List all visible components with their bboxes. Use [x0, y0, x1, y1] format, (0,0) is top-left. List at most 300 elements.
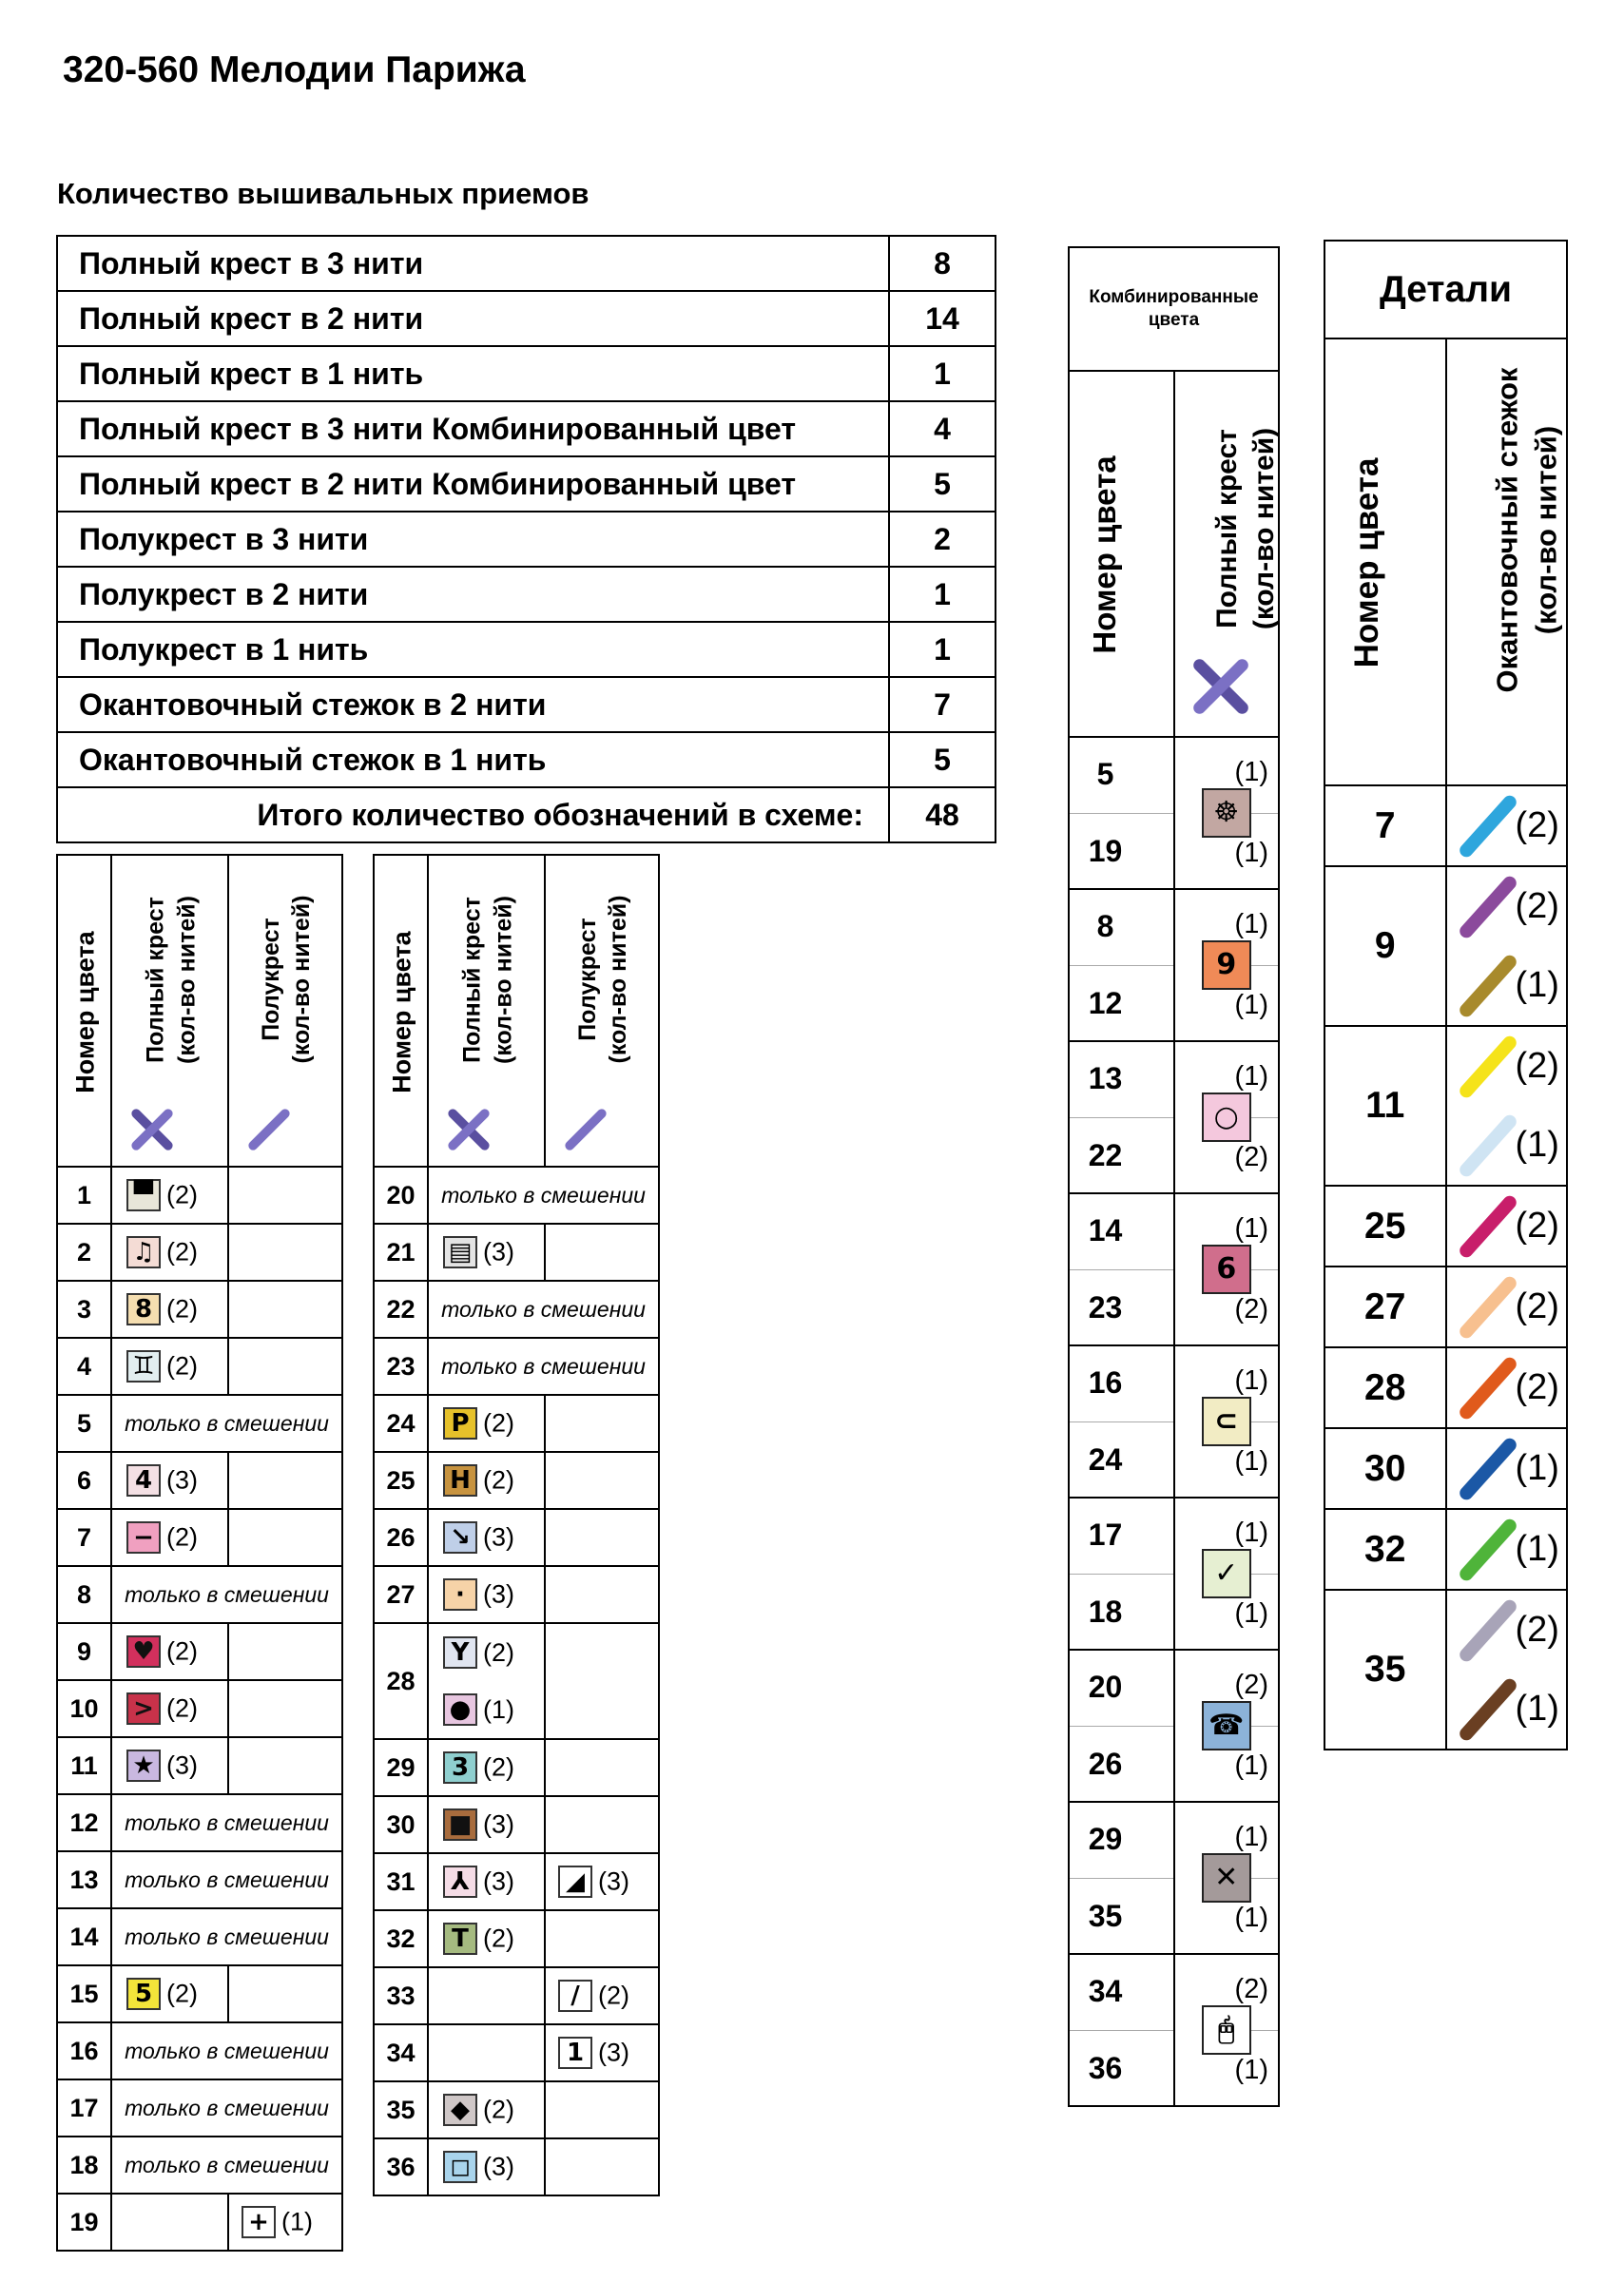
- full-cross-cell: [111, 1623, 228, 1680]
- half-cross-cell: [545, 2024, 659, 2081]
- full-cross-cell: [428, 1623, 545, 1739]
- key-row: [374, 2081, 659, 2138]
- key-row: [57, 1566, 342, 1623]
- thread-count: (1): [1234, 1213, 1268, 1244]
- color-number: 23: [374, 1338, 428, 1395]
- stitch-symbol: 🖰: [1202, 2005, 1251, 2055]
- thread-count: (1): [1234, 1365, 1268, 1396]
- thread-count: (1): [1515, 1448, 1559, 1488]
- backstitch-swatch: [1457, 792, 1518, 859]
- stitch-symbol: ◻: [443, 2151, 477, 2183]
- summary-value: 5: [889, 732, 996, 787]
- stitch-symbol: ✓: [1202, 1549, 1251, 1598]
- color-number: 1: [57, 1167, 111, 1224]
- header-label: Полный крест (кол-во нитей): [458, 895, 516, 1064]
- color-number: 12: [57, 1794, 111, 1851]
- combined-title-row: [1069, 247, 1279, 371]
- thread-count: (2): [1515, 805, 1559, 845]
- combined-symbol-cell: [1174, 1345, 1280, 1498]
- thread-count: (1): [1515, 1529, 1559, 1569]
- only-in-mix-note: только в смешении: [111, 1566, 342, 1623]
- thread-count: (2): [1515, 1286, 1559, 1326]
- combined-color-numbers: [1069, 1498, 1174, 1650]
- color-number: 23: [1088, 1290, 1123, 1325]
- half-cross-cell: [545, 1395, 659, 1452]
- color-number: 11: [1324, 1026, 1446, 1186]
- color-number: 30: [1324, 1428, 1446, 1509]
- details-title-row: [1324, 241, 1567, 338]
- full-cross-icon: [446, 1107, 492, 1152]
- stitch-symbol: H: [443, 1464, 477, 1497]
- backstitch-cell: [1446, 1347, 1568, 1428]
- key-header-row: [57, 855, 342, 1167]
- half-cross-cell: [228, 1281, 342, 1338]
- color-number: 17: [57, 2079, 111, 2137]
- thread-count: (3): [483, 2152, 514, 2181]
- key-row: [57, 1851, 342, 1908]
- header-label: Номер цвета: [386, 930, 416, 1093]
- thread-count: (3): [166, 1465, 198, 1495]
- header-label: Полный крест (кол-во нитей): [1210, 427, 1280, 630]
- color-number: 14: [1088, 1213, 1123, 1247]
- thread-count: (2): [483, 1752, 514, 1782]
- backstitch-line: [1447, 1267, 1567, 1346]
- only-in-mix-note: только в смешении: [111, 1908, 342, 1965]
- thread-count: (2): [166, 1351, 198, 1381]
- details-row: [1324, 1026, 1567, 1186]
- combined-symbol-cell: [1174, 889, 1280, 1041]
- half-cross-cell: [228, 1965, 342, 2022]
- key-row: [374, 1910, 659, 1967]
- backstitch-line: [1447, 1187, 1567, 1266]
- half-cross-cell: [545, 1452, 659, 1509]
- color-number: 34: [374, 2024, 428, 2081]
- backstitch-line: [1447, 867, 1567, 946]
- summary-label: Окантовочный стежок в 2 нити: [57, 677, 889, 732]
- stitch-symbol: /: [558, 1980, 592, 2012]
- color-number: 26: [1088, 1747, 1123, 1781]
- key-row: [374, 1338, 659, 1395]
- summary-label: Полный крест в 2 нити: [57, 291, 889, 346]
- stitch-symbol: ↘: [443, 1521, 477, 1554]
- stitch-symbol: ☎: [1202, 1701, 1251, 1750]
- details-row: [1324, 1267, 1567, 1347]
- thread-count: (2): [1515, 1046, 1559, 1086]
- details-row: [1324, 1590, 1567, 1750]
- key-row: [374, 1167, 659, 1224]
- backstitch-cell: [1446, 1590, 1568, 1750]
- header-label: Номер цвета: [1087, 455, 1123, 654]
- color-number: 28: [374, 1623, 428, 1739]
- key-row: [57, 1224, 342, 1281]
- half-cross-cell: [545, 2138, 659, 2195]
- thread-count: (3): [166, 1750, 198, 1780]
- only-in-mix-note: только в смешении: [428, 1167, 659, 1224]
- thread-count: (3): [483, 1579, 514, 1609]
- only-in-mix-note: только в смешении: [111, 2022, 342, 2079]
- full-cross-cell: [111, 1509, 228, 1566]
- details-row: [1324, 785, 1567, 866]
- stitch-symbol: 9: [1202, 940, 1251, 990]
- stitch-symbol: ■: [443, 1808, 477, 1841]
- summary-total-value: 48: [889, 787, 996, 842]
- stitch-symbol: Y: [443, 1636, 477, 1669]
- backstitch-swatch: [1457, 1675, 1518, 1742]
- thread-count: (2): [1515, 886, 1559, 926]
- key-header-row: [374, 855, 659, 1167]
- full-cross-cell: [111, 2194, 228, 2251]
- color-number: 22: [1088, 1138, 1123, 1172]
- combined-color-numbers: [1069, 1193, 1174, 1345]
- color-number-header: [1324, 338, 1446, 785]
- backstitch-swatch: [1457, 873, 1518, 939]
- color-key-table-right: [373, 854, 660, 2196]
- key-row: [57, 1965, 342, 2022]
- full-cross-cell: [111, 1167, 228, 1224]
- thread-count: (3): [483, 1522, 514, 1552]
- key-row: [57, 1908, 342, 1965]
- combined-title: Комбинированные цвета: [1069, 247, 1279, 371]
- combined-group: [1069, 1954, 1279, 2106]
- thread-count: (1): [1234, 1750, 1268, 1781]
- details-row: [1324, 1347, 1567, 1428]
- stitch-symbol: +: [242, 2206, 276, 2238]
- thread-count: (2): [1515, 1206, 1559, 1246]
- full-cross-cell: [428, 1566, 545, 1623]
- full-cross-cell: [428, 1739, 545, 1796]
- stitch-symbol: ♥: [126, 1635, 161, 1668]
- color-number: 25: [1324, 1186, 1446, 1267]
- thread-count: (2): [1515, 1610, 1559, 1650]
- color-number: 31: [374, 1853, 428, 1910]
- thread-count: (2): [166, 1636, 198, 1666]
- combined-group: [1069, 737, 1279, 889]
- thread-count: (2): [483, 2095, 514, 2124]
- thread-count: (2): [166, 1237, 198, 1267]
- combined-symbol-cell: [1174, 1954, 1280, 2106]
- combined-color-numbers: [1069, 1802, 1174, 1954]
- color-number: 20: [374, 1167, 428, 1224]
- backstitch-line: [1447, 1429, 1567, 1508]
- thread-count: (1): [483, 1694, 514, 1724]
- thread-count: (1): [1515, 1689, 1559, 1729]
- combined-color-numbers: [1069, 889, 1174, 1041]
- summary-row: [57, 677, 996, 732]
- only-in-mix-note: только в смешении: [428, 1281, 659, 1338]
- backstitch-swatch: [1457, 1435, 1518, 1501]
- half-cross-cell: [228, 2194, 342, 2251]
- full-cross-icon: [129, 1107, 175, 1152]
- stitch-symbol: ⅄: [443, 1866, 477, 1898]
- section-title: Количество вышивальных приемов: [57, 177, 590, 210]
- summary-row: [57, 732, 996, 787]
- thread-count: (1): [1234, 1822, 1268, 1852]
- half-cross-icon: [246, 1107, 292, 1152]
- full-cross-cell: [111, 1452, 228, 1509]
- summary-value: 7: [889, 677, 996, 732]
- backstitch-cell: [1446, 785, 1568, 866]
- half-cross-cell: [228, 1623, 342, 1680]
- half-cross-cell: [545, 1509, 659, 1566]
- backstitch-line: [1447, 786, 1567, 865]
- summary-row: [57, 512, 996, 567]
- color-number: 15: [57, 1965, 111, 2022]
- thread-count: (2): [166, 1693, 198, 1723]
- color-number: 9: [1324, 866, 1446, 1026]
- summary-label: Полукрест в 2 нити: [57, 567, 889, 622]
- thread-count: (2): [1234, 1974, 1268, 2004]
- color-number: 22: [374, 1281, 428, 1338]
- combined-symbol-cell: [1174, 737, 1280, 889]
- full-cross-cell: [428, 1853, 545, 1910]
- backstitch-line: [1447, 1510, 1567, 1589]
- thread-count: (1): [1234, 1061, 1268, 1092]
- stitch-symbol: 6: [1202, 1245, 1251, 1294]
- key-row: [374, 1281, 659, 1338]
- combined-color-numbers: [1069, 1954, 1174, 2106]
- summary-value: 4: [889, 401, 996, 456]
- details-row: [1324, 866, 1567, 1026]
- summary-total-row: [57, 787, 996, 842]
- key-row: [57, 1623, 342, 1680]
- half-cross-cell: [228, 1224, 342, 1281]
- thread-count: (1): [1234, 909, 1268, 939]
- details-table: [1324, 240, 1568, 1750]
- summary-total-label: Итого количество обозначений в схеме:: [57, 787, 889, 842]
- full-cross-cell: [428, 2081, 545, 2138]
- thread-count: (1): [281, 2207, 313, 2236]
- half-cross-icon: [563, 1107, 609, 1152]
- only-in-mix-note: только в смешении: [111, 2137, 342, 2194]
- backstitch-line: [1447, 1106, 1567, 1185]
- color-key-table-left: [56, 854, 343, 2252]
- full-cross-cell: [428, 1224, 545, 1281]
- summary-label: Полукрест в 3 нити: [57, 512, 889, 567]
- color-number: 7: [1324, 785, 1446, 866]
- combined-symbol-cell: [1174, 1802, 1280, 1954]
- key-row: [57, 1167, 342, 1224]
- color-number: 12: [1088, 986, 1123, 1020]
- full-cross-cell: [111, 1680, 228, 1737]
- full-cross-cell: [111, 1965, 228, 2022]
- half-cross-cell: [545, 1853, 659, 1910]
- combined-symbol-cell: [1174, 1650, 1280, 1802]
- color-number: 27: [374, 1566, 428, 1623]
- color-number: 33: [374, 1967, 428, 2024]
- combined-group: [1069, 1345, 1279, 1498]
- color-number: 8: [1096, 909, 1114, 943]
- summary-label: Полный крест в 3 нити: [57, 236, 889, 291]
- key-row: [374, 1452, 659, 1509]
- thread-count: (1): [1234, 990, 1268, 1020]
- only-in-mix-note: только в смешении: [428, 1338, 659, 1395]
- full-cross-cell: [428, 1967, 545, 2024]
- half-cross-header: [545, 855, 659, 1167]
- key-row: [374, 1224, 659, 1281]
- combined-color-numbers: [1069, 1650, 1174, 1802]
- full-cross-cell: [428, 1796, 545, 1853]
- backstitch-swatch: [1457, 1192, 1518, 1259]
- stitch-symbol: 1: [558, 2037, 592, 2069]
- half-cross-cell: [545, 1224, 659, 1281]
- full-cross-header: [111, 855, 228, 1167]
- stitch-symbol: 8: [126, 1293, 161, 1325]
- only-in-mix-note: только в смешении: [111, 1794, 342, 1851]
- full-cross-cell: [428, 1452, 545, 1509]
- backstitch-swatch: [1457, 1112, 1518, 1178]
- combined-group: [1069, 1650, 1279, 1802]
- color-number: 20: [1088, 1670, 1123, 1704]
- header-label: Номер цвета: [69, 930, 99, 1093]
- half-cross-cell: [228, 1338, 342, 1395]
- stitch-symbol: T: [443, 1923, 477, 1955]
- color-number: 36: [374, 2138, 428, 2195]
- half-cross-cell: [545, 2081, 659, 2138]
- key-row: [57, 2137, 342, 2194]
- color-number: 14: [57, 1908, 111, 1965]
- key-row: [57, 1794, 342, 1851]
- color-number: 29: [374, 1739, 428, 1796]
- backstitch-line: [1447, 946, 1567, 1025]
- stitch-symbol: ▤: [443, 1236, 477, 1268]
- backstitch-line: [1447, 1027, 1567, 1106]
- color-number: 28: [1324, 1347, 1446, 1428]
- color-number: 25: [374, 1452, 428, 1509]
- color-number: 16: [1088, 1365, 1123, 1400]
- summary-row: [57, 401, 996, 456]
- color-number: 24: [374, 1395, 428, 1452]
- stitch-symbol: ○: [1202, 1093, 1251, 1142]
- stitch-symbol: 4: [126, 1464, 161, 1497]
- color-number: 16: [57, 2022, 111, 2079]
- half-cross-cell: [545, 1739, 659, 1796]
- details-row: [1324, 1509, 1567, 1590]
- thread-count: (1): [1234, 2055, 1268, 2085]
- color-number: 19: [1088, 834, 1123, 868]
- key-row: [57, 1737, 342, 1794]
- stitch-summary-table: [56, 235, 996, 843]
- key-row: [57, 1509, 342, 1566]
- full-cross-cell: [111, 1224, 228, 1281]
- color-number: 35: [374, 2081, 428, 2138]
- thread-count: (2): [483, 1637, 514, 1667]
- backstitch-cell: [1446, 1428, 1568, 1509]
- thread-count: (1): [1515, 1125, 1559, 1165]
- summary-value: 14: [889, 291, 996, 346]
- color-number: 8: [57, 1566, 111, 1623]
- backstitch-header: [1446, 338, 1568, 785]
- header-label: Номер цвета: [1348, 457, 1386, 668]
- full-cross-icon: [1190, 656, 1251, 717]
- color-number: 6: [57, 1452, 111, 1509]
- combined-symbol-cell: [1174, 1498, 1280, 1650]
- backstitch-swatch: [1457, 1273, 1518, 1340]
- key-row: [374, 1566, 659, 1623]
- color-number: 5: [57, 1395, 111, 1452]
- color-number: 9: [57, 1623, 111, 1680]
- key-row: [374, 1395, 659, 1452]
- thread-count: (2): [1515, 1367, 1559, 1407]
- full-cross-cell: [428, 2138, 545, 2195]
- backstitch-swatch: [1457, 1354, 1518, 1421]
- stitch-symbol: 3: [443, 1751, 477, 1784]
- key-row: [374, 1623, 659, 1739]
- combined-group: [1069, 1498, 1279, 1650]
- thread-count: (2): [166, 1522, 198, 1552]
- thread-count: (2): [166, 1180, 198, 1209]
- color-number-header: [1069, 371, 1174, 737]
- key-row: [57, 1680, 342, 1737]
- half-cross-cell: [545, 1796, 659, 1853]
- full-cross-cell: [111, 1338, 228, 1395]
- header-label: Окантовочный стежок (кол-во нитей): [1490, 367, 1562, 692]
- thread-count: (3): [598, 1866, 629, 1896]
- key-row: [374, 2024, 659, 2081]
- color-number: 26: [374, 1509, 428, 1566]
- combined-group: [1069, 889, 1279, 1041]
- color-number: 10: [57, 1680, 111, 1737]
- thread-count: (2): [166, 1979, 198, 2008]
- color-number: 7: [57, 1509, 111, 1566]
- color-number: 3: [57, 1281, 111, 1338]
- backstitch-swatch: [1457, 1596, 1518, 1663]
- half-cross-cell: [228, 1452, 342, 1509]
- backstitch-swatch: [1457, 1033, 1518, 1099]
- color-number: 18: [1088, 1595, 1123, 1629]
- thread-count: (1): [1234, 1518, 1268, 1548]
- color-number: 30: [374, 1796, 428, 1853]
- full-cross-header: [428, 855, 545, 1167]
- details-row: [1324, 1428, 1567, 1509]
- key-row: [57, 2079, 342, 2137]
- key-row: [374, 1967, 659, 2024]
- combined-colors-table: [1068, 246, 1280, 2107]
- backstitch-cell: [1446, 1026, 1568, 1186]
- backstitch-cell: [1446, 1509, 1568, 1590]
- key-row: [57, 2194, 342, 2251]
- backstitch-line: [1447, 1348, 1567, 1427]
- key-row: [374, 1853, 659, 1910]
- color-number: 27: [1324, 1267, 1446, 1347]
- color-number: 4: [57, 1338, 111, 1395]
- thread-count: (1): [1234, 757, 1268, 787]
- half-cross-cell: [228, 1167, 342, 1224]
- details-row: [1324, 1186, 1567, 1267]
- backstitch-swatch: [1457, 1516, 1518, 1582]
- only-in-mix-note: только в смешении: [111, 1395, 342, 1452]
- key-row: [374, 1739, 659, 1796]
- summary-value: 1: [889, 346, 996, 401]
- color-number: 35: [1324, 1590, 1446, 1750]
- summary-row: [57, 567, 996, 622]
- combined-symbol-cell: [1174, 1041, 1280, 1193]
- header-label: Полукрест (кол-во нитей): [257, 895, 315, 1064]
- summary-row: [57, 456, 996, 512]
- half-cross-cell: [545, 1967, 659, 2024]
- color-number: 36: [1088, 2051, 1123, 2085]
- color-number: 34: [1088, 1974, 1123, 2008]
- color-number: 32: [374, 1910, 428, 1967]
- full-cross-cell: [428, 1509, 545, 1566]
- color-number: 13: [57, 1851, 111, 1908]
- stitch-symbol: ♊: [126, 1350, 161, 1383]
- half-cross-cell: [545, 1623, 659, 1739]
- summary-value: 5: [889, 456, 996, 512]
- thread-count: (2): [1234, 1670, 1268, 1700]
- half-cross-cell: [545, 1910, 659, 1967]
- thread-count: (1): [1234, 1598, 1268, 1629]
- key-row: [374, 2138, 659, 2195]
